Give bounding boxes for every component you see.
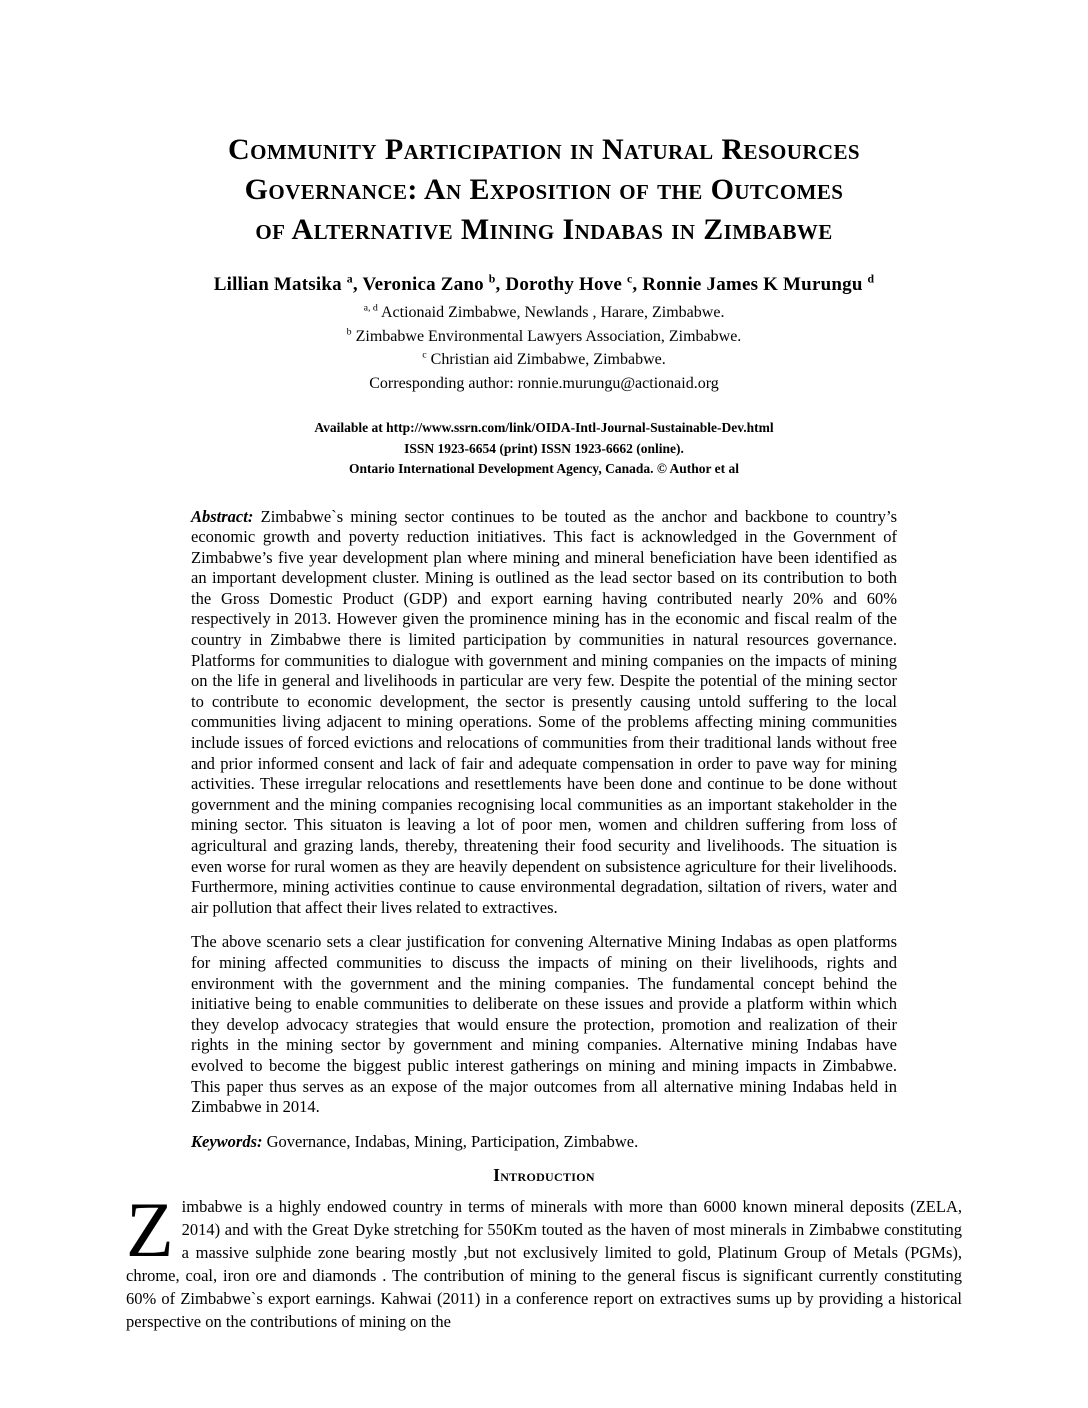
abstract-paragraph-2: The above scenario sets a clear justification for convening Alternative Mining Indabas as open platforms for mining affected communities to discuss the impacts of mining on their livelihoods, rights and environment with the government and the mining companies. The fundamental concept behind the initiative being to enable communities to deliberate on these issues and provide a platform within which they develop advocacy strategies that would ensure the protection, promotion and realization of their rights in the mining sector by government and mining companies. Alternative mining Indabas have evolved to become the biggest public interest gatherings on mining and mining impacts in Zimbabwe. This paper thus serves as an expose of the major outcomes from all alternative mining Indabas held in Zimbabwe in 2014.	[191, 932, 897, 1117]
paper-title	[134, 130, 954, 250]
affiliation-line: $^{a, d}$ Actionaid Zimbabwe, Newlands , Harare, Zimbabwe.	[363, 302, 725, 321]
affiliation-line: $^c$ Christian aid Zimbabwe, Zimbabwe.	[422, 349, 666, 368]
keywords-label: Keywords:	[191, 1131, 263, 1151]
author-name: Veronica Zano $^b$	[362, 272, 496, 295]
paper-title-line-3: of Alternative Mining Indabas in Zimbabwe	[255, 213, 833, 246]
author-name: Ronnie James K Murungu $^d$	[642, 272, 875, 295]
author-name: Dorothy Hove $^c$	[505, 272, 633, 295]
introduction-text: imbabwe is a highly endowed country in terms of minerals with more than 6000 known mineral deposits (ZELA, 2014) and with the Great Dyke stretching for 550Km touted as the haven of most minerals in Zimbabwe constituting a massive sulphide zone bearing mostly ,but not exclusively limited to gold, Platinum Group of Metals (PGMs), chrome, coal, iron ore and diamonds . The contribution of mining to the general fiscus is significant currently constituting 60% of Zimbabwe`s export earnings. Kahwai (2011) in a conference report on extractives sums up by providing a historical perspective on the contributions of mining on the	[126, 1197, 962, 1332]
dropcap-letter: Z	[126, 1186, 174, 1274]
introduction-section	[126, 1186, 962, 1333]
abstract-section	[191, 507, 897, 1153]
authors-line: Lillian Matsika $^a$, Veronica Zano $^b$, Dorothy Hove $^c$, Ronnie James K Murungu $^d$	[213, 272, 875, 295]
paper-title-line-1: Community Participation in Natural Resources	[228, 133, 860, 166]
keywords-line	[191, 1132, 897, 1153]
introduction-heading: Introduction	[493, 1165, 595, 1186]
author-superscript: d	[867, 272, 875, 286]
issn-line: ISSN 1923-6654 (print) ISSN 1923-6662 (online).	[404, 440, 684, 456]
author-superscript: b	[488, 272, 496, 286]
affiliation-superscript: c	[422, 349, 427, 361]
affiliation-line: $^b$ Zimbabwe Environmental Lawyers Association, Zimbabwe.	[346, 326, 742, 345]
abstract-text-1: Zimbabwe`s mining sector continues to be touted as the anchor and backbone to country’s economic growth and poverty reduction initiatives. This fact is acknowledged in the Government of Zimbabwe’s five year development plan where mining and mineral beneficiation have been identified as an important development cluster. Mining is outlined as the lead sector based on its contribution to both the Gross Domestic Product (GDP) and export earning having contributed nearly 20% and 60% respectively in 2013. However given the prominence mining has in the economic and fiscal realm of the country in Zimbabwe there is limited participation by communities in natural resources governance. Platforms for communities to dialogue with government and mining companies on the impacts of mining on the life in general and livelihoods in particular are very few. Despite the potential of the mining sector to contribute to economic development, the sector is presently causing untold suffering to the local communities living adjacent to mining operations. Some of the problems affecting mining communities include issues of forced evictions and relocations of communities from their traditional lands without free and prior informed consent and lack of fair and adequate compensation in order to pave way for mining activities. These irregular relocations and resettlements have been done and continue to be done without government and the mining companies recognising local communities as an important stakeholder in the mining sector. This situaton is leaving a lot of poor men, women and children suffering from loss of agricultural and grazing lands, thereby, threatening their food security and livelihoods. The situation is even worse for rural women as they are heavily dependent on subsistence agriculture for their livelihoods. Furthermore, mining activities continue to cause environmental degradation, siltation of rivers, water and air pollution that affect their lives related to extractives.	[191, 506, 898, 917]
affiliation-superscript: a, d	[363, 302, 378, 314]
abstract-label: Abstract:	[191, 506, 254, 526]
author-name: Lillian Matsika $^a$	[213, 272, 353, 295]
paper-title-line-2: Governance: An Exposition of the Outcomes	[244, 173, 844, 206]
author-superscript: a	[346, 272, 353, 286]
affiliation-line: Corresponding author: ronnie.murungu@actionaid.org	[369, 374, 719, 392]
abstract-paragraph-1	[191, 507, 897, 919]
publication-info	[0, 418, 1088, 480]
affiliations	[0, 301, 1088, 395]
author-superscript: c	[626, 272, 633, 286]
introduction-paragraph	[126, 1186, 962, 1333]
publisher-line: Ontario International Development Agency, Canada. © Author et al	[348, 461, 740, 476]
affiliation-superscript: b	[346, 326, 352, 338]
keywords-text: Governance, Indabas, Mining, Participation, Zimbabwe.	[266, 1131, 639, 1151]
availability-url-line: Available at http://www.ssrn.com/link/OIDA-Intl-Journal-Sustainable-Dev.html	[314, 420, 774, 435]
